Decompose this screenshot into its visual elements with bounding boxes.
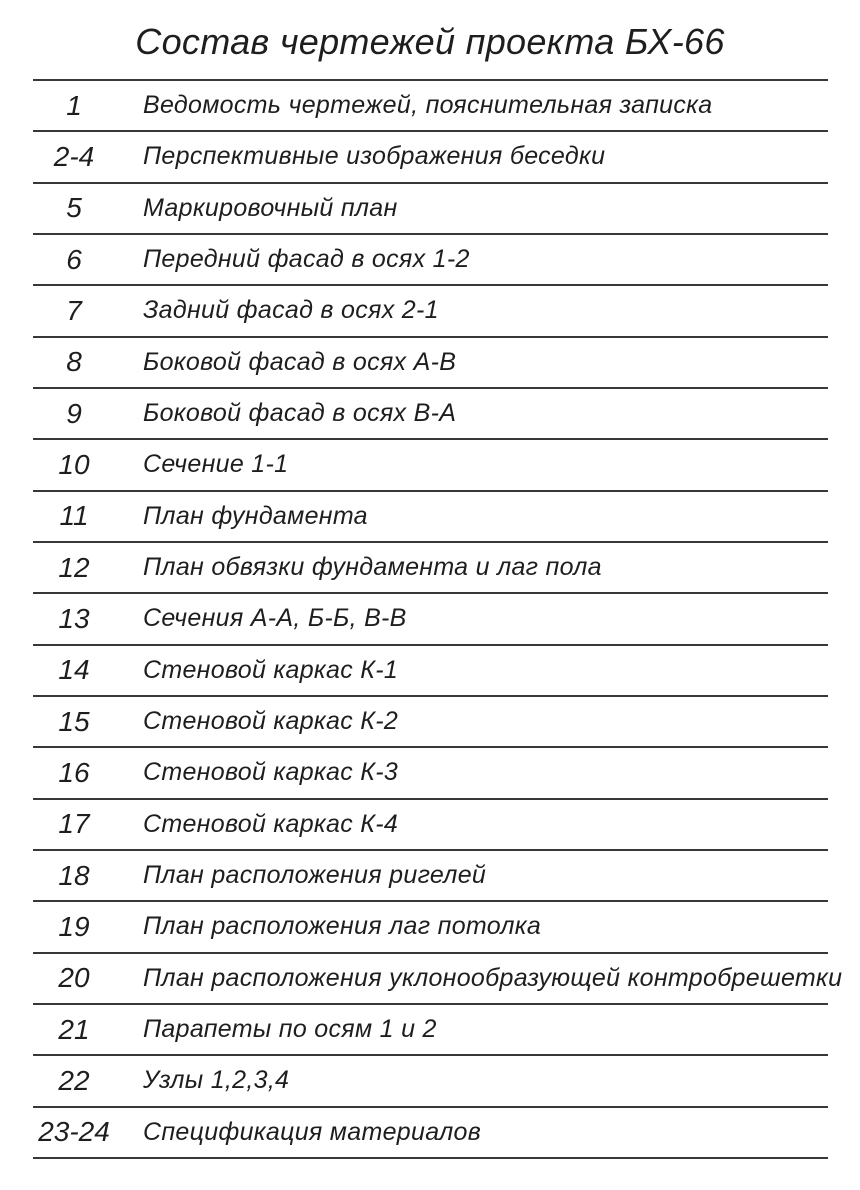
- sheet-number: 8: [66, 346, 82, 378]
- sheet-title: Задний фасад в осях 2-1: [143, 296, 439, 325]
- table-row: [33, 184, 828, 235]
- sheet-title: Стеновой каркас К-1: [143, 655, 399, 684]
- sheet-number: 11: [59, 500, 89, 532]
- sheet-title: План фундамента: [143, 501, 368, 530]
- sheet-title: Узлы 1,2,3,4: [143, 1066, 290, 1095]
- table-row: [33, 440, 828, 491]
- drawing-list-table: [33, 79, 843, 1159]
- table-row: [33, 286, 828, 337]
- table-row: [33, 1108, 828, 1159]
- sheet-title: Ведомость чертежей, пояснительная записка: [143, 91, 713, 120]
- sheet-title: Спецификация материалов: [143, 1117, 482, 1146]
- table-row: [33, 338, 828, 389]
- table-row: [33, 492, 828, 543]
- table-row: [33, 1056, 828, 1107]
- sheet-title: План расположения ригелей: [143, 861, 487, 890]
- sheet-title: Боковой фасад в осях А-В: [143, 347, 457, 376]
- sheet-number: 5: [66, 192, 82, 224]
- table-row: [33, 954, 843, 1005]
- sheet-title: Стеновой каркас К-4: [143, 809, 399, 838]
- table-row: [33, 748, 828, 799]
- sheet-number: 16: [58, 756, 90, 788]
- table-row: [33, 543, 828, 594]
- sheet-number: 18: [58, 859, 90, 891]
- sheet-title: Парапеты по осям 1 и 2: [143, 1015, 437, 1044]
- table-row: [33, 594, 828, 645]
- sheet-number: 7: [66, 294, 82, 326]
- table-row: [33, 851, 828, 902]
- table-row: [33, 81, 828, 132]
- sheet-number: 12: [58, 551, 90, 583]
- sheet-number: 19: [58, 910, 90, 942]
- sheet-number: 17: [58, 808, 90, 840]
- sheet-title: План расположения лаг потолка: [143, 912, 542, 941]
- sheet-title: План обвязки фундамента и лаг пола: [143, 553, 602, 582]
- sheet-number: 21: [58, 1013, 90, 1045]
- sheet-number: 2-4: [53, 140, 95, 172]
- table-row: [33, 235, 828, 286]
- sheet-title: План расположения уклонообразующей контробрешетки: [143, 963, 843, 992]
- sheet-title: Сечение 1-1: [143, 450, 289, 479]
- sheet-number: 9: [66, 397, 82, 429]
- sheet-number: 15: [58, 705, 90, 737]
- table-row: [33, 800, 828, 851]
- sheet-title: Передний фасад в осях 1-2: [143, 245, 470, 274]
- sheet-number: 22: [58, 1064, 90, 1096]
- table-row: [33, 646, 828, 697]
- sheet-title: Стеновой каркас К-2: [143, 707, 399, 736]
- page-title: Состав чертежей проекта БХ-66: [135, 21, 725, 62]
- sheet-title: Стеновой каркас К-3: [143, 758, 399, 787]
- sheet-number: 20: [58, 962, 90, 994]
- sheet-title: Боковой фасад в осях В-А: [143, 399, 457, 428]
- sheet-title: Сечения А-А, Б-Б, В-В: [143, 604, 407, 633]
- sheet-title: Маркировочный план: [143, 193, 398, 222]
- table-row: [33, 902, 828, 953]
- table-row: [33, 1005, 828, 1056]
- table-row: [33, 132, 828, 183]
- sheet-number: 1: [66, 89, 82, 121]
- sheet-title: Перспективные изображения беседки: [143, 142, 606, 171]
- sheet-number: 10: [58, 448, 90, 480]
- sheet-number: 6: [66, 243, 82, 275]
- sheet-number: 13: [58, 602, 90, 634]
- sheet-number: 23-24: [38, 1116, 110, 1148]
- table-row: [33, 697, 828, 748]
- sheet-number: 14: [58, 654, 90, 686]
- table-row: [33, 389, 828, 440]
